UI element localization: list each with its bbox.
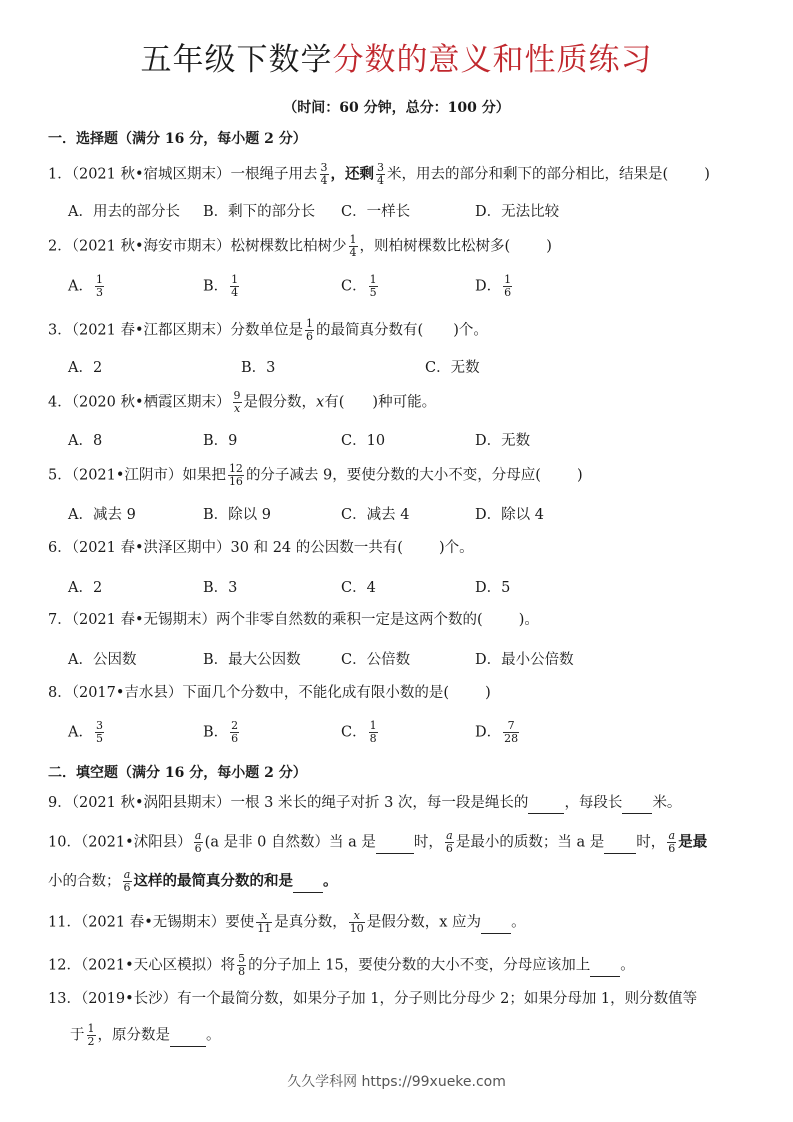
q2-option-d-fraction	[503, 274, 512, 299]
q12-frac-num: 5	[238, 952, 246, 965]
q8-a-den: 5	[95, 732, 103, 745]
q8-option-d-label: D．	[475, 724, 502, 741]
q7-text-e: )。	[518, 612, 539, 628]
q6-text-a: 6．（2021 春•洪泽区期中）30 和 24 的公因数一共有(	[48, 540, 403, 556]
q10-text-e: 是最小的质数；当 a 是	[455, 834, 605, 851]
q9-text-c: 米。	[652, 795, 682, 811]
q10-blank-3[interactable]	[293, 872, 323, 893]
question-7	[48, 610, 539, 630]
q8-text-a: 8．（2017•吉水县）下面几个分数中，不能化成有限小数的是(	[48, 685, 450, 701]
q11-frac2-den: 10	[349, 922, 364, 935]
question-11	[48, 910, 526, 935]
q10-fraction-3	[667, 830, 676, 855]
q8-option-a-label: A．	[68, 724, 93, 741]
q8-text-e: )	[485, 685, 491, 701]
q4-text-c: 有(	[324, 394, 345, 411]
q2-option-d[interactable]	[475, 274, 514, 299]
q3-option-c[interactable]: C．无数	[425, 360, 480, 376]
q1-option-b[interactable]: B．剩下的部分长	[203, 204, 316, 220]
question-6	[48, 538, 474, 558]
q13-text-line2c: 。	[206, 1027, 221, 1044]
q4-frac-num: 9	[233, 389, 241, 402]
q6-text-e: )个。	[438, 540, 474, 556]
q13-text-a: 13．（2019•长沙）有一个最简分数，如果分子加 1，分子则比分母少 2；如果分母加 1，则分数值等	[48, 991, 698, 1007]
q5-option-b[interactable]: B．除以 9	[203, 507, 271, 523]
q10-fraction-2	[445, 830, 454, 855]
q11-frac2-num: x	[349, 910, 365, 923]
q5-frac-num: 12	[228, 462, 243, 475]
q1-frac1-den: 4	[320, 174, 328, 187]
q10-text-c: 时，	[413, 834, 443, 851]
q2-option-a-label: A．	[68, 278, 93, 295]
q10-fraction-4	[123, 869, 132, 894]
q4-text-a: 4．（2020 秋•栖霞区期末）	[48, 394, 231, 411]
q8-c-den: 8	[369, 732, 377, 745]
q1-text-c: 米，用去的部分和剩下的部分相比，结果是(	[387, 166, 669, 183]
q4-option-d[interactable]: D．无数	[475, 433, 531, 449]
q9-blank-2[interactable]	[622, 793, 652, 814]
q8-d-num: 7	[503, 720, 519, 733]
q8-a-num: 3	[95, 719, 103, 732]
q3-frac-den: 6	[306, 330, 314, 343]
q2-frac-den: 4	[349, 246, 357, 259]
q10-text-line2c: 。	[323, 872, 338, 890]
q10-text-b: (a 是非 0 自然数）当 a 是	[204, 834, 376, 851]
q3-frac-num: 1	[306, 317, 314, 330]
q11-fraction-2	[349, 910, 365, 935]
q11-fraction-1	[256, 910, 272, 935]
question-3	[48, 318, 488, 343]
q11-text-c: 是假分数，x 应为	[366, 914, 482, 931]
q11-text-a: 11．（2021 春•无锡期末）要使	[48, 914, 255, 931]
q3-option-b[interactable]: B．3	[241, 360, 276, 376]
q3-text-e: )个。	[453, 322, 488, 339]
q12-text-e: 。	[620, 957, 635, 974]
q6-option-b[interactable]: B．3	[203, 580, 238, 596]
q5-text-a: 5．（2021•江阴市）如果把	[48, 467, 226, 484]
q8-option-d-fraction	[503, 720, 519, 745]
q5-fraction	[228, 463, 244, 488]
q8-option-c-fraction	[369, 720, 378, 745]
q3-text-a: 3．（2021 春•江都区期末）分数单位是	[48, 322, 304, 339]
q8-d-den: 28	[504, 732, 519, 745]
q4-option-c[interactable]: C．10	[341, 433, 386, 449]
q5-option-a[interactable]: A．减去 9	[68, 507, 136, 523]
q7-option-d[interactable]: D．最小公倍数	[475, 652, 574, 668]
q11-text-e: 。	[511, 914, 526, 931]
q10-frac1-den: 6	[194, 842, 202, 855]
question-1	[48, 162, 710, 187]
q8-option-d[interactable]	[475, 720, 521, 745]
q1-frac2-num: 3	[377, 161, 385, 174]
q10-blank-1[interactable]	[376, 833, 414, 854]
q11-text-b: 是真分数，	[274, 914, 347, 931]
q13-text-line2a: 于	[70, 1027, 85, 1044]
q1-option-a[interactable]: A．用去的部分长	[68, 204, 180, 220]
q1-frac2-den: 4	[377, 174, 385, 187]
q2-c-num: 1	[369, 273, 377, 286]
q3-text-b: 的最简真分数有(	[316, 322, 424, 339]
q12-text-a: 12．（2021•天心区模拟）将	[48, 957, 236, 974]
q5-option-c[interactable]: C．减去 4	[341, 507, 410, 523]
q1-text-a: 1．（2021 秋•宿城区期末）一根绳子用去	[48, 166, 318, 183]
q2-option-a[interactable]	[68, 274, 106, 299]
q9-text-b: ，每段长	[564, 795, 623, 811]
q13-frac-den: 2	[87, 1035, 95, 1048]
page-title	[0, 34, 793, 79]
title-main: 五年级下数学	[140, 42, 333, 78]
title-red: 分数的意义和性质练习	[332, 42, 653, 78]
q11-blank[interactable]	[481, 913, 511, 934]
question-8	[48, 683, 491, 703]
q2-text-e: )	[546, 238, 552, 255]
question-2	[48, 234, 552, 259]
q2-option-c[interactable]	[341, 274, 380, 299]
q2-option-a-fraction	[95, 274, 104, 299]
q3-option-a[interactable]: A．2	[68, 360, 103, 376]
q2-b-num: 1	[231, 273, 239, 286]
q8-option-b-fraction	[230, 720, 239, 745]
q4-fraction	[233, 390, 242, 415]
q12-text-b: 的分子加上 15，要使分数的大小不变，分母应该加上	[248, 957, 591, 974]
q4-option-a[interactable]: A．8	[68, 433, 103, 449]
q7-option-b[interactable]: B．最大公因数	[203, 652, 301, 668]
q2-d-num: 1	[504, 273, 512, 286]
q13-blank[interactable]	[170, 1026, 206, 1047]
q2-fraction	[349, 234, 358, 259]
q10-frac3-den: 6	[668, 842, 676, 855]
q8-b-num: 2	[231, 719, 239, 732]
q1-fraction-2	[376, 162, 385, 187]
q5-text-b: 的分子减去 9，要使分数的大小不变，分母应(	[245, 467, 541, 484]
q8-option-c[interactable]	[341, 720, 380, 745]
q1-option-c[interactable]: C．一样长	[341, 204, 411, 220]
question-13	[48, 989, 697, 1009]
q10-frac4-den: 6	[123, 881, 131, 894]
q2-a-num: 1	[95, 273, 103, 286]
q7-option-a[interactable]: A．公因数	[68, 652, 137, 668]
q4-option-b[interactable]: B．9	[203, 433, 238, 449]
q13-fraction	[87, 1023, 96, 1048]
q12-fraction	[237, 953, 246, 978]
q4-frac-den: x	[233, 402, 241, 415]
q5-text-e: )	[576, 467, 583, 484]
q5-frac-den: 16	[228, 475, 243, 488]
q2-a-den: 3	[95, 286, 103, 299]
q2-d-den: 6	[504, 286, 512, 299]
q9-blank-1[interactable]	[528, 793, 564, 814]
q10-text-g: 是最	[678, 833, 708, 851]
q10-frac4-num: a	[123, 868, 131, 881]
q8-option-b-label: B．	[203, 724, 229, 741]
q2-option-c-label: C．	[341, 278, 367, 295]
q2-c-den: 5	[369, 286, 377, 299]
q1-text-e: )	[704, 166, 710, 183]
q2-option-c-fraction	[369, 274, 378, 299]
q11-frac1-den: 11	[257, 922, 272, 935]
q6-option-c[interactable]: C．4	[341, 580, 376, 596]
q6-option-a[interactable]: A．2	[68, 580, 103, 596]
q3-fraction	[305, 318, 314, 343]
q1-frac1-num: 3	[320, 161, 328, 174]
q11-frac1-num: x	[256, 910, 272, 923]
q10-fraction-1	[194, 830, 203, 855]
question-10-line-2	[48, 869, 338, 894]
q1-option-d[interactable]: D．无法比较	[475, 204, 560, 220]
q10-frac3-num: a	[668, 829, 676, 842]
q13-frac-num: 1	[87, 1022, 95, 1035]
q2-option-d-label: D．	[475, 278, 502, 295]
q12-blank[interactable]	[590, 956, 620, 977]
q8-b-den: 6	[231, 732, 239, 745]
q2-frac-num: 1	[349, 233, 357, 246]
q10-text-f: 时，	[636, 834, 666, 851]
q7-text-a: 7．（2021 春•无锡期末）两个非零自然数的乘积一定是这两个数的(	[48, 612, 483, 628]
question-5	[48, 463, 583, 488]
q2-option-b-fraction	[230, 274, 239, 299]
q13-text-line2b: ，原分数是	[97, 1027, 170, 1044]
q4-text-b: 是假分数，	[243, 394, 317, 411]
q8-option-a[interactable]	[68, 720, 106, 745]
q12-frac-den: 8	[238, 965, 246, 978]
q8-option-b[interactable]	[203, 720, 241, 745]
q6-option-d[interactable]: D．5	[475, 580, 511, 596]
q4-variable-x: x	[316, 394, 325, 411]
footer-watermark: 久久学科网 https://99xueke.com	[287, 1074, 506, 1090]
q10-frac1-num: a	[194, 829, 202, 842]
question-10	[48, 830, 707, 855]
q2-b-den: 4	[231, 286, 239, 299]
q10-text-a: 10．（2021•沭阳县）	[48, 834, 192, 851]
q10-blank-2[interactable]	[604, 833, 636, 854]
q10-frac2-den: 6	[445, 842, 453, 855]
q2-option-b-label: B．	[203, 278, 229, 295]
q2-text-a: 2．（2021 秋•海安市期末）松树棵数比柏树少	[48, 238, 347, 255]
question-13-line-2	[70, 1023, 221, 1048]
question-12	[48, 953, 635, 978]
q7-option-c[interactable]: C．公倍数	[341, 652, 411, 668]
section-choice-heading: 一．选择题（满分 16 分，每小题 2 分）	[48, 131, 307, 147]
q10-text-line2a: 小的合数；	[48, 873, 121, 890]
q9-text-a: 9．（2021 秋•涡阳县期末）一根 3 米长的绳子对折 3 次，每一段是绳长的	[48, 795, 529, 811]
q4-text-e: )种可能。	[372, 394, 437, 411]
q2-text-b: ，则柏树棵数比松树多(	[359, 238, 511, 255]
q1-fraction-1	[320, 162, 329, 187]
question-9	[48, 793, 681, 814]
q8-option-a-fraction	[95, 720, 104, 745]
q2-option-b[interactable]	[203, 274, 241, 299]
question-4	[48, 390, 436, 415]
section-fill-heading: 二．填空题（满分 16 分，每小题 2 分）	[48, 765, 307, 781]
q5-option-d[interactable]: D．除以 4	[475, 507, 544, 523]
q10-frac2-num: a	[446, 829, 453, 842]
q8-option-c-label: C．	[341, 724, 367, 741]
q1-text-b: ，还剩	[330, 165, 375, 183]
subtitle: （时间：60 分钟，总分：100 分）	[283, 100, 510, 116]
q8-c-num: 1	[369, 719, 377, 732]
q10-text-line2b: 这样的最简真分数的和是	[133, 872, 293, 890]
